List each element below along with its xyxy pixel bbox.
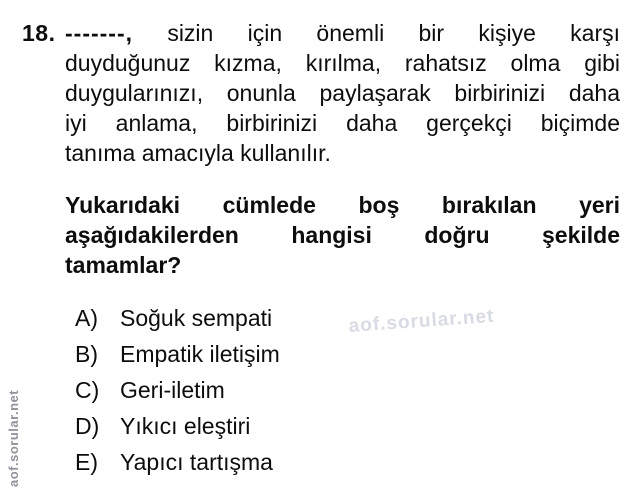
body-line: duygularınızı, onunla paylaşarak birbirinizi daha <box>65 80 620 106</box>
prompt-line: tamamlar? <box>65 252 182 278</box>
question-prompt <box>65 190 620 280</box>
watermark-left: aof.sorular.net <box>6 389 21 487</box>
option-letter: D) <box>75 413 100 439</box>
option-row <box>75 408 475 444</box>
body-line: -------, sizin için önemli bir kişiye karşı <box>65 20 620 46</box>
options-list <box>75 300 475 480</box>
option-letter: B) <box>75 341 98 367</box>
option-letter: C) <box>75 377 100 403</box>
option-row <box>75 372 475 408</box>
body-line: duyduğunuz kızma, kırılma, rahatsız olma gibi <box>65 50 620 76</box>
option-text: Empatik iletişim <box>120 341 280 367</box>
watermark-center: aof.sorular.net <box>348 305 496 337</box>
blank-dashes: -------, <box>65 20 134 46</box>
question-body <box>65 18 620 168</box>
prompt-line: aşağıdakilerden hangisi doğru şekilde <box>65 222 620 248</box>
option-letter: A) <box>75 305 98 331</box>
body-line: iyi anlama, birbirinizi daha gerçekçi biçimde <box>65 110 620 136</box>
option-text: Yıkıcı eleştiri <box>120 413 251 439</box>
question-number: 18. <box>22 20 56 46</box>
option-text: Soğuk sempati <box>120 305 273 331</box>
option-letter: E) <box>75 449 98 475</box>
prompt-line: Yukarıdaki cümlede boş bırakılan yeri <box>65 192 620 218</box>
option-text: Yapıcı tartışma <box>120 449 273 475</box>
option-row <box>75 300 475 336</box>
option-row <box>75 444 475 480</box>
option-row <box>75 336 475 372</box>
body-line: tanıma amacıyla kullanılır. <box>65 140 331 166</box>
option-text: Geri-iletim <box>120 377 225 403</box>
